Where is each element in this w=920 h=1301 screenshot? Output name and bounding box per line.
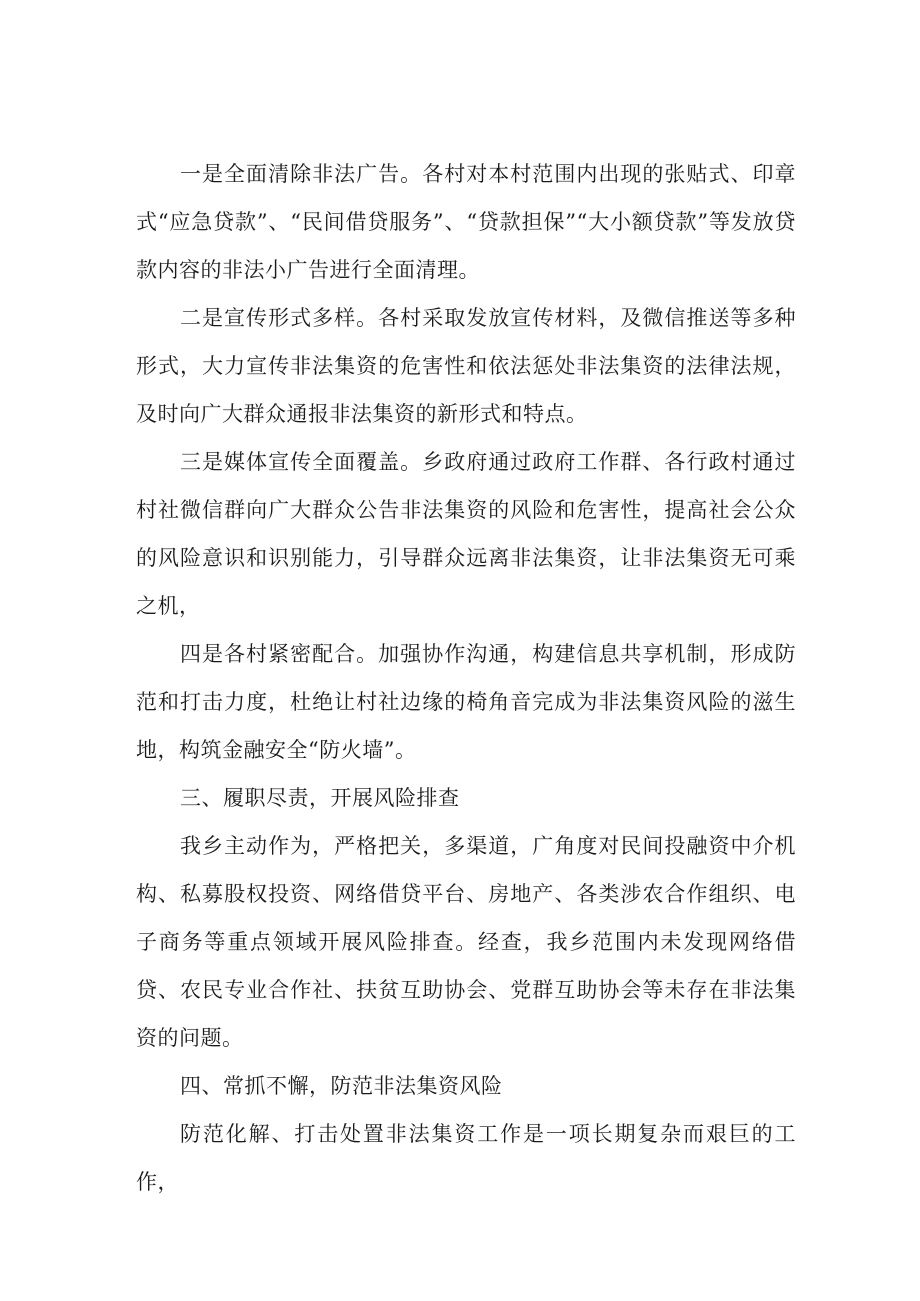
section-heading-risk-investigation: 三、履职尽责，开展风险排查 [180,786,460,810]
section-heading-risk-prevention: 四、常抓不懈，防范非法集资风险 [180,1074,503,1098]
paragraph-publicity-forms: 二是宣传形式多样。各村采取发放宣传材料，及微信推送等多种形式，大力宣传非法集资的危害性和依法惩处非法集资的法律法规，及时向广大群众通报非法集资的新形式和特点。 [136,306,796,426]
paragraph-village-cooperation: 四是各村紧密配合。加强协作沟通，构建信息共享机制，形成防范和打击力度，杜绝让村社边缘的椅角音完成为非法集资风险的滋生地，构筑金融安全“防火墙”。 [136,642,796,762]
paragraph-clear-ads: 一是全面清除非法广告。各村对本村范围内出现的张贴式、印章式“应急贷款”、“民间借贷服务”、“贷款担保”“大小额贷款”等发放贷款内容的非法小广告进行全面清理。 [136,162,796,282]
paragraph-risk-investigation: 我乡主动作为，严格把关，多渠道，广角度对民间投融资中介机构、私募股权投资、网络借贷平台、房地产、各类涉农合作组织、电子商务等重点领域开展风险排查。经查，我乡范围内未发现网络借贷、农民专业合作社、扶贫互助协会、党群互助协会等未存在非法集资的问题。 [136,834,796,1050]
paragraph-risk-prevention: 防范化解、打击处置非法集资工作是一项长期复杂而艰巨的工作， [136,1122,796,1194]
paragraph-media-coverage: 三是媒体宣传全面覆盖。乡政府通过政府工作群、各行政村通过村社微信群向广大群众公告非法集资的风险和危害性，提高社会公众的风险意识和识别能力，引导群众远离非法集资，让非法集资无可乘之机， [136,450,796,618]
document-body [136,150,796,1206]
